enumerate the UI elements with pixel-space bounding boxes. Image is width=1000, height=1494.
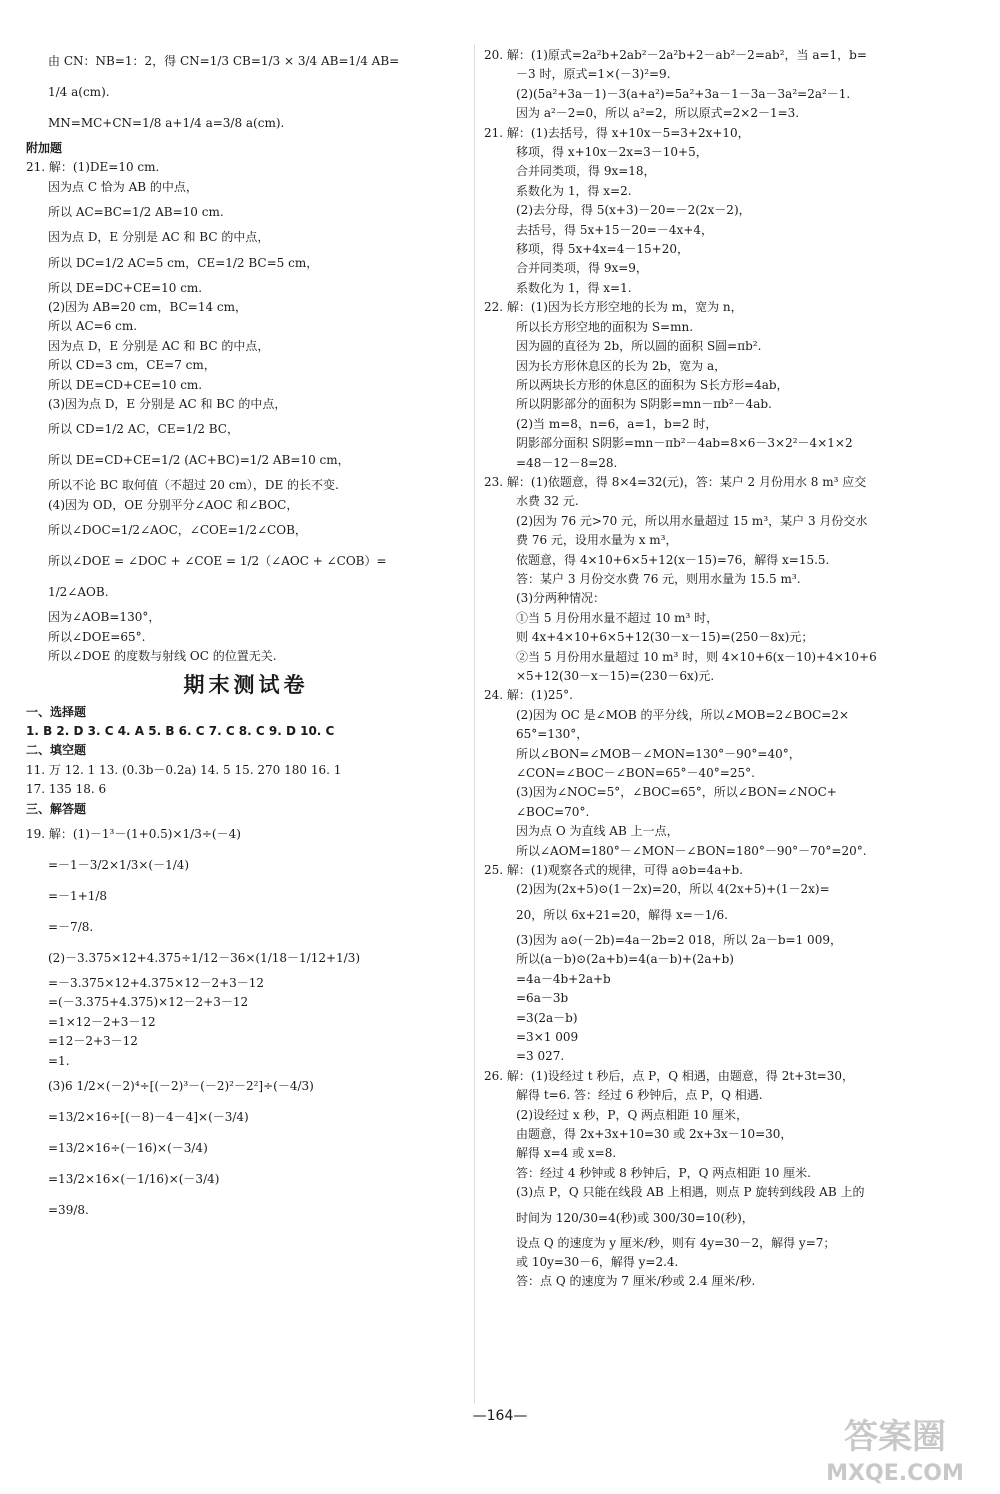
- left-line: =－3.375×12+4.375×12－2+3－12: [48, 975, 265, 990]
- right-line: 阴影部分面积 S阴影=mn－πb²－4ab=8×6－3×2²－4×1×2: [516, 436, 853, 451]
- left-line: =1×12－2+3－12: [48, 1014, 156, 1029]
- right-line: 因为圆的直径为 2b，所以圆的面积 S圆=πb².: [516, 339, 762, 354]
- right-line: ×5+12(30－x－15)=(230－6x)元.: [516, 669, 715, 683]
- left-line: 所以 DE=DC+CE=10 cm.: [48, 280, 203, 295]
- watermark-url: MXQE.COM: [826, 1461, 964, 1486]
- left-line: 19. 解：(1)－1³－(1+0.5)×1/3÷(－4): [26, 826, 241, 841]
- right-line: (3)因为∠NOC=5°，∠BOC=65°，所以∠BON=∠NOC+: [516, 785, 837, 800]
- left-line: 因为点 C 恰为 AB 的中点，: [48, 179, 198, 194]
- right-line: 26. 解：(1)设经过 t 秒后，点 P，Q 相遇，由题意，得 2t+3t=30，: [484, 1068, 854, 1083]
- right-line: (3)因为 a⊙(－2b)=4a－2b=2 018，所以 2a－b=1 009，: [516, 932, 842, 947]
- right-line: ∠CON=∠BOC－∠BON=65°－40°=25°.: [516, 766, 755, 781]
- right-line: =4a－4b+2a+b: [516, 971, 611, 986]
- left-line: 因为点 D，E 分别是 AC 和 BC 的中点，: [48, 338, 270, 353]
- left-line: 1/2∠AOB.: [48, 585, 109, 600]
- left-line: 所以∠DOC=1/2∠AOC，∠COE=1/2∠COB，: [48, 523, 307, 538]
- right-line: 21. 解：(1)去括号，得 x+10x－5=3+2x+10，: [484, 125, 750, 140]
- right-line: (2)(5a²+3a－1)－3(a+a²)=5a²+3a－1－3a－3a²=2a²－1.: [516, 86, 851, 101]
- right-line: (2)因为 OC 是∠MOB 的平分线，所以∠MOB=2∠BOC=2×: [516, 707, 850, 722]
- left-line: =1.: [48, 1053, 70, 1068]
- left-line: =13/2×16÷(－16)×(－3/4): [48, 1140, 208, 1155]
- left-line: 所以 AC=BC=1/2 AB=10 cm.: [48, 205, 224, 220]
- right-line: 20. 解：(1)原式=2a²b+2ab²－2a²b+2－ab²－2=ab²，当 a=1，b=: [484, 48, 867, 62]
- right-line: 22. 解：(1)因为长方形空地的长为 m，宽为 n，: [484, 300, 743, 315]
- left-line: =13/2×16÷[(－8)－4－4]×(－3/4): [48, 1109, 249, 1124]
- right-line: (2)因为 76 元>70 元，所以用水量超过 15 m³，某户 3 月份交水: [516, 513, 868, 528]
- left-line: 二、填空题: [26, 743, 87, 758]
- right-column: [484, 46, 984, 1292]
- right-line: 合并同类项，得 9x=9，: [516, 261, 648, 276]
- right-line: 因为长方形休息区的长为 2b，宽为 a，: [516, 358, 727, 373]
- right-line: 依题意，得 4×10+6×5+12(x－15)=76，解得 x=15.5.: [516, 552, 830, 567]
- right-line: －3 时，原式=1×(－3)²=9.: [516, 67, 671, 82]
- right-line: (2)去分母，得 5(x+3)－20=－2(2x－2)，: [516, 203, 751, 218]
- right-line: 水费 32 元.: [516, 494, 579, 509]
- left-line: =(－3.375+4.375)×12－2+3－12: [48, 995, 249, 1010]
- left-line: 11. 万 12. 1 13. (0.3b－0.2a) 14. 5 15. 270 180 16. 1: [26, 762, 342, 777]
- left-line: 1. B 2. D 3. C 4. A 5. B 6. C 7. C 8. C 9. D 10. C: [26, 723, 335, 738]
- left-line: 17. 135 18. 6: [26, 782, 107, 797]
- right-line: (3)点 P，Q 只能在线段 AB 上相遇，则点 P 旋转到线段 AB 上的: [516, 1185, 865, 1200]
- right-line: 答：经过 4 秒钟或 8 秒钟后，P，Q 两点相距 10 厘米.: [516, 1165, 811, 1180]
- right-line: 或 10y=30－6，解得 y=2.4.: [516, 1254, 679, 1269]
- right-line: 23. 解：(1)依题意，得 8×4=32(元)，答：某户 2 月份用水 8 m³ 应交: [484, 474, 867, 489]
- right-line: 25. 解：(1)观察各式的规律，可得 a⊙b=4a+b.: [484, 863, 743, 878]
- right-line: 合并同类项，得 9x=18，: [516, 164, 656, 179]
- left-line: 所以∠DOE 的度数与射线 OC 的位置无关.: [48, 649, 277, 664]
- left-line: (2)－3.375×12+4.375÷1/12－36×(1/18－1/12+1/3): [48, 950, 361, 965]
- right-line: =6a－3b: [516, 991, 569, 1006]
- right-line: 由题意，得 2x+3x+10=30 或 2x+3x－10=30，: [516, 1126, 793, 1141]
- right-line: =3 027.: [516, 1049, 565, 1064]
- right-line: 因为 a²－2=0，所以 a²=2，所以原式=2×2－1=3.: [516, 106, 800, 121]
- right-line: 答：点 Q 的速度为 7 厘米/秒或 2.4 厘米/秒.: [516, 1274, 756, 1289]
- left-line: 所以不论 BC 取何值（不超过 20 cm），DE 的长不变.: [48, 478, 339, 493]
- left-line: 因为点 D，E 分别是 AC 和 BC 的中点，: [48, 230, 270, 245]
- left-line: =－1+1/8: [48, 888, 108, 903]
- left-line: 所以 DE=CD+CE=1/2 (AC+BC)=1/2 AB=10 cm，: [48, 453, 350, 468]
- left-line: 所以 CD=3 cm，CE=7 cm，: [48, 358, 216, 373]
- right-line: =3(2a－b): [516, 1010, 578, 1025]
- right-line: 24. 解：(1)25°.: [484, 688, 573, 703]
- right-line: ②当 5 月份用水量超过 10 m³ 时，则 4×10+6(x－10)+4×10+6: [516, 649, 877, 664]
- left-line: 所以 DE=CD+CE=10 cm.: [48, 377, 203, 392]
- right-line: 所以(a－b)⊙(2a+b)=4(a－b)+(2a+b): [516, 952, 734, 967]
- left-line: (2)因为 AB=20 cm，BC=14 cm，: [48, 300, 247, 315]
- right-line: 时间为 120/30=4(秒)或 300/30=10(秒)，: [516, 1210, 754, 1225]
- left-line: 所以∠DOE = ∠DOC + ∠COE = 1/2（∠AOC + ∠COB）=: [48, 554, 387, 569]
- left-line: 所以 DC=1/2 AC=5 cm，CE=1/2 BC=5 cm，: [48, 255, 319, 270]
- right-line: ①当 5 月份用水量不超过 10 m³ 时，: [516, 610, 719, 625]
- column-divider: [474, 44, 475, 1404]
- left-line: 期末测试卷: [183, 672, 309, 697]
- right-line: 20，所以 6x+21=20，解得 x=－1/6.: [516, 907, 728, 922]
- left-line: 由 CN：NB=1：2，得 CN=1/3 CB=1/3 × 3/4 AB=1/4 AB=: [48, 54, 400, 68]
- left-line: 一、选择题: [26, 704, 87, 719]
- page-number: —164—: [472, 1408, 528, 1424]
- right-line: (3)分两种情况：: [516, 591, 605, 606]
- right-line: 答：某户 3 月份交水费 76 元，则用水量为 15.5 m³.: [516, 571, 801, 586]
- left-line: (3)因为点 D，E 分别是 AC 和 BC 的中点，: [48, 397, 287, 412]
- right-line: 则 4x+4×10+6×5+12(30－x－15)=(250－8x)元；: [516, 630, 814, 645]
- left-line: =－7/8.: [48, 919, 94, 934]
- left-line: 所以 CD=1/2 AC，CE=1/2 BC，: [48, 422, 239, 437]
- left-line: 三、解答题: [26, 801, 87, 816]
- right-line: (2)设经过 x 秒，P，Q 两点相距 10 厘米，: [516, 1107, 749, 1122]
- right-line: 费 76 元，设用水量为 x m³，: [516, 533, 678, 548]
- right-line: =48－12－8=28.: [516, 455, 618, 470]
- right-line: 所以∠BON=∠MOB－∠MON=130°－90°=40°，: [516, 746, 801, 761]
- right-line: 去括号，得 5x+15－20=－4x+4，: [516, 222, 713, 237]
- left-line: =－1－3/2×1/3×(－1/4): [48, 857, 190, 872]
- left-line: 所以∠DOE=65°.: [48, 629, 146, 644]
- right-line: ∠BOC=70°.: [516, 804, 590, 819]
- left-line: MN=MC+CN=1/8 a+1/4 a=3/8 a(cm).: [48, 116, 285, 130]
- watermark-logo: [800, 1408, 990, 1488]
- left-line: 附加题: [26, 141, 63, 155]
- right-line: 所以∠AOM=180°－∠MON－∠BON=180°－90°－70°=20°.: [516, 843, 867, 858]
- right-line: =3×1 009: [516, 1029, 579, 1044]
- right-line: 系数化为 1，得 x=1.: [516, 280, 632, 295]
- left-line: =39/8.: [48, 1202, 89, 1217]
- left-line: 因为∠AOB=130°，: [48, 610, 161, 625]
- left-column: [26, 46, 466, 1226]
- left-line: =12－2+3－12: [48, 1034, 138, 1049]
- right-line: 65°=130°，: [516, 727, 589, 742]
- left-line: (4)因为 OD，OE 分别平分∠AOC 和∠BOC，: [48, 497, 299, 512]
- right-line: 解得 x=4 或 x=8.: [516, 1146, 617, 1161]
- right-line: 设点 Q 的速度为 y 厘米/秒，则有 4y=30－2，解得 y=7；: [516, 1235, 836, 1250]
- right-line: 移项，得 x+10x－2x=3－10+5，: [516, 145, 708, 160]
- right-line: 系数化为 1，得 x=2.: [516, 183, 632, 198]
- left-line: (3)6 1/2×(－2)⁴÷[(－2)³－(－2)²－2²]÷(－4/3): [48, 1078, 314, 1093]
- left-line: 1/4 a(cm).: [48, 85, 110, 99]
- right-line: 所以阴影部分的面积为 S阴影=mn－πb²－4ab.: [516, 397, 772, 412]
- right-line: 移项，得 5x+4x=4－15+20，: [516, 242, 689, 257]
- right-line: (2)当 m=8，n=6，a=1，b=2 时，: [516, 416, 718, 431]
- right-line: 解得 t=6. 答：经过 6 秒钟后，点 P，Q 相遇.: [516, 1088, 763, 1103]
- right-line: 因为点 O 为直线 AB 上一点，: [516, 824, 679, 839]
- right-line: 所以两块长方形的休息区的面积为 S长方形=4ab，: [516, 377, 789, 392]
- watermark-text: 答案圈: [844, 1417, 946, 1457]
- left-line: =13/2×16×(－1/16)×(－3/4): [48, 1171, 220, 1186]
- right-line: 所以长方形空地的面积为 S=mn.: [516, 319, 694, 334]
- left-line: 21. 解：(1)DE=10 cm.: [26, 160, 160, 175]
- right-line: (2)因为(2x+5)⊙(1－2x)=20，所以 4(2x+5)+(1－2x)=: [516, 882, 830, 897]
- left-line: 所以 AC=6 cm.: [48, 319, 138, 334]
